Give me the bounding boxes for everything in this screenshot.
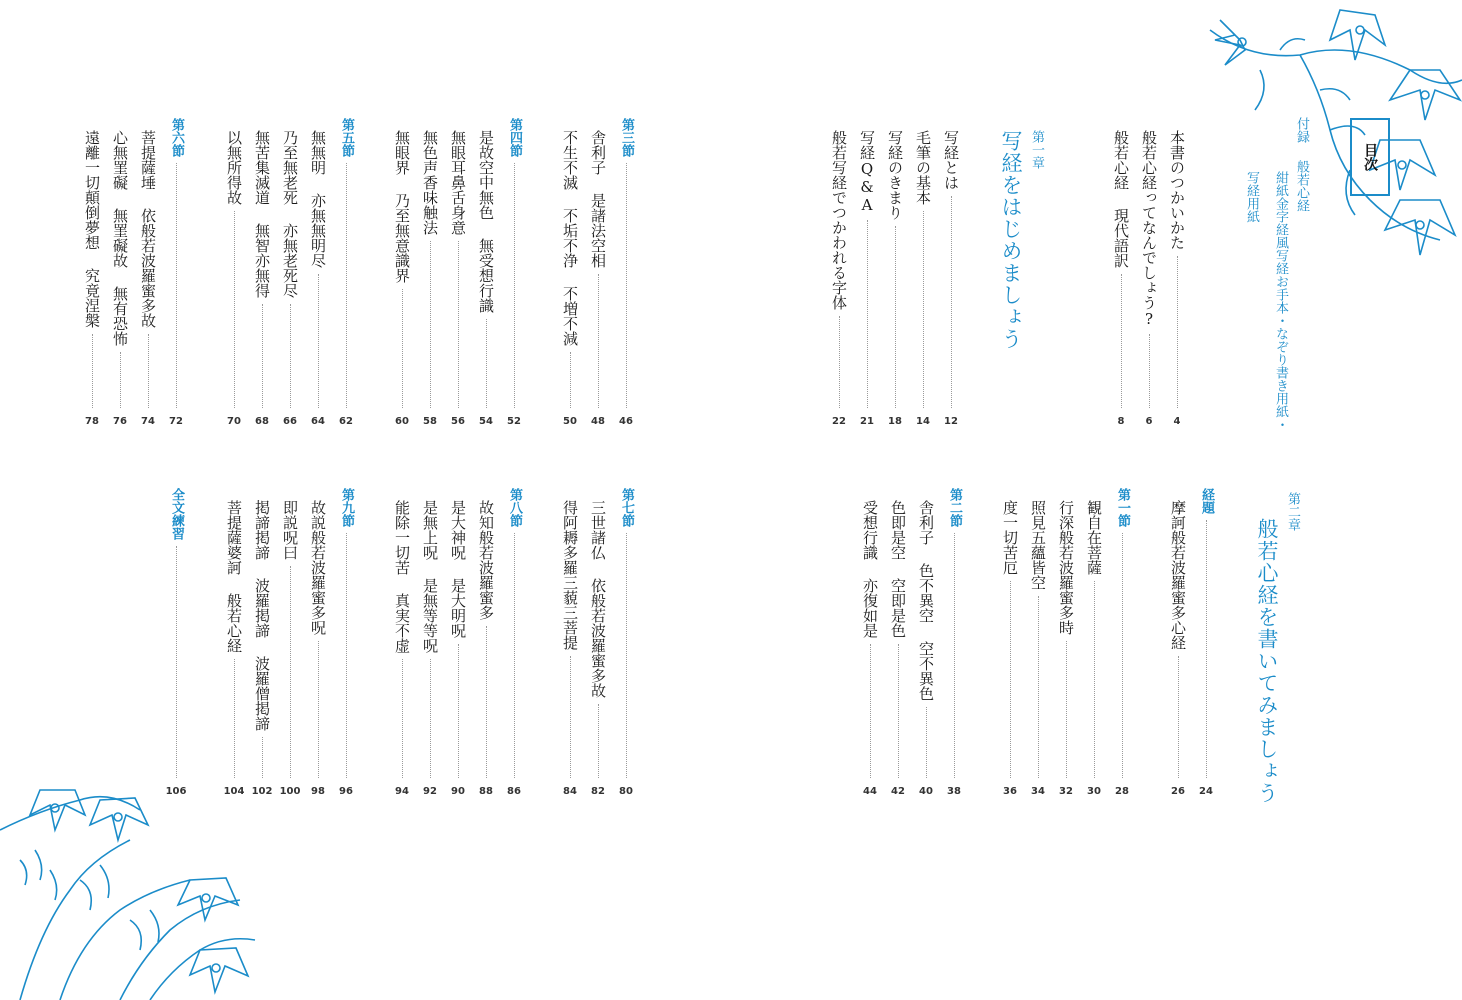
dot-leader [570,352,571,408]
dot-leader [290,304,291,408]
page-number: 102 [251,786,273,797]
dot-leader [430,659,431,778]
dot-leader [598,704,599,778]
section-item: 受想行識 亦復如是 [861,500,879,638]
section-item: 菩提薩埵 依般若波羅蜜多故 [139,130,157,328]
section-item: 無色声香味触法 [421,130,439,235]
page-number: 28 [1115,786,1129,797]
dot-leader [262,304,263,408]
page-number: 56 [451,416,465,427]
section-heading: 第五節 [339,118,354,157]
dot-leader [486,626,487,778]
dot-leader [514,533,515,778]
page-number: 64 [311,416,325,427]
dot-leader [870,644,871,778]
section-item: 舎利子 色不異空 空不異色 [917,500,935,701]
dot-leader [346,163,347,408]
dot-leader [867,220,868,408]
section-item: 観自在菩薩 [1085,500,1103,575]
section-item: 得阿耨多羅三藐三菩提 [561,500,579,650]
mokuji-title-box [1350,118,1390,196]
furoku-title: 般若心経 [1294,160,1309,212]
page-number: 88 [479,786,493,797]
page-number: 50 [563,416,577,427]
page-number: 42 [891,786,905,797]
page-number: 32 [1059,786,1073,797]
section-item: 是無上呪 是無等等呪 [421,500,439,653]
chapter1-label: 第一章 [1029,130,1044,169]
section-item: 照見五蘊皆空 [1029,500,1047,590]
page-number: 94 [395,786,409,797]
page-number: 66 [283,416,297,427]
page-number: 38 [947,786,961,797]
page-number: 96 [339,786,353,797]
dot-leader [1066,641,1067,778]
chapter2-title: 般若心経を書いてみましょう [1255,518,1279,804]
page-number: 30 [1087,786,1101,797]
page-number: 44 [863,786,877,797]
page-number: 80 [619,786,633,797]
furoku-line1: 紺紙金字経風写経お手本・なぞり書き用紙・ [1273,171,1288,431]
page-number: 68 [255,416,269,427]
page-number: 92 [423,786,437,797]
dot-leader [486,319,487,408]
section-heading: 第八節 [507,488,522,527]
mokuji-title: 目次 [1362,143,1378,171]
dot-leader [1149,334,1150,408]
dot-leader [290,566,291,778]
page-number: 24 [1199,786,1213,797]
dot-leader [1010,581,1011,778]
dot-leader [626,163,627,408]
page-number: 52 [507,416,521,427]
dot-leader [1038,596,1039,778]
dot-leader [402,659,403,778]
dot-leader [923,211,924,408]
dot-leader [1206,520,1207,778]
chapter1-item: 毛筆の基本 [914,130,932,205]
page-number: 82 [591,786,605,797]
dot-leader [895,226,896,408]
section-item: 心無罣礙 無罣礙故 無有恐怖 [111,130,129,346]
page-number: 12 [944,416,958,427]
dot-leader [1178,656,1179,778]
flower-top-right-illustration [1180,0,1462,280]
section-item: 無苦集滅道 無智亦無得 [253,130,271,298]
chapter1-item: 般若写経でつかわれる字体 [830,130,848,310]
dot-leader [626,533,627,778]
page-number: 78 [85,416,99,427]
section-heading: 第一節 [1115,488,1130,527]
section-item: 乃至無老死 亦無老死尽 [281,130,299,298]
chapter1-item: 写経Q&A [858,130,876,214]
page-number: 58 [423,416,437,427]
dot-leader [430,241,431,408]
section-item: 舎利子 是諸法空相 [589,130,607,268]
dot-leader [951,196,952,408]
page-number: 22 [832,416,846,427]
page-number: 54 [479,416,493,427]
page-number: 8 [1117,416,1125,427]
section-item: 即説呪曰 [281,500,299,560]
section-heading: 第二節 [947,488,962,527]
page-number: 18 [888,416,902,427]
page-number: 26 [1171,786,1185,797]
chapter2-label: 第二章 [1285,492,1300,531]
page-number: 86 [507,786,521,797]
page-number: 21 [860,416,874,427]
section-item: 三世諸仏 依般若波羅蜜多故 [589,500,607,698]
section-item: 摩訶般若波羅蜜多心経 [1169,500,1187,650]
section-item: 掲諦掲諦 波羅掲諦 波羅僧掲諦 [253,500,271,731]
section-item: 行深般若波羅蜜多時 [1057,500,1075,635]
furoku-line2: 写経用紙 [1244,171,1259,223]
page-number: 36 [1003,786,1017,797]
page-number: 90 [451,786,465,797]
page-number: 72 [169,416,183,427]
page-number: 48 [591,416,605,427]
dot-leader [898,644,899,778]
toc-intro-item: 本書のつかいかた [1168,130,1186,250]
section-item: 無眼界 乃至無意識界 [393,130,411,283]
toc-intro-item: 般若心経ってなんでしょう? [1140,130,1158,328]
page-number: 14 [916,416,930,427]
dot-leader [346,533,347,778]
page-number: 76 [113,416,127,427]
page-number: 104 [223,786,245,797]
section-item: 是故空中無色 無受想行識 [477,130,495,313]
section-item: 故知般若波羅蜜多 [477,500,495,620]
dot-leader [954,533,955,778]
page-number: 46 [619,416,633,427]
section-item: 能除一切苦 真実不虚 [393,500,411,653]
page-number: 70 [227,416,241,427]
page-number: 84 [563,786,577,797]
page-number: 34 [1031,786,1045,797]
section-item: 無眼耳鼻舌身意 [449,130,467,235]
page-number: 62 [339,416,353,427]
page-number: 4 [1173,416,1181,427]
page-number: 40 [919,786,933,797]
section-heading: 第六節 [169,118,184,157]
page-number: 106 [165,786,187,797]
section-item: 遠離一切顛倒夢想 究竟涅槃 [83,130,101,328]
page-number: 74 [141,416,155,427]
dot-leader [262,737,263,778]
dot-leader [1094,581,1095,778]
chapter1-item: 写経とは [942,130,960,190]
page-number: 98 [311,786,325,797]
section-heading: 第七節 [619,488,634,527]
dot-leader [1121,274,1122,408]
chapter1-title: 写経をはじめましょう [999,130,1023,350]
section-heading: 第九節 [339,488,354,527]
dot-leader [1177,256,1178,408]
dot-leader [570,656,571,778]
dot-leader [120,352,121,408]
section-item: 色即是空 空即是色 [889,500,907,638]
flower-bottom-left-illustration [0,770,260,1000]
dot-leader [318,274,319,408]
section-heading: 第三節 [619,118,634,157]
section-item: 是大神呪 是大明呪 [449,500,467,638]
dot-leader [598,274,599,408]
section-item: 不生不滅 不垢不浄 不増不減 [561,130,579,346]
dot-leader [402,289,403,408]
toc-intro-item: 般若心経 現代語訳 [1112,130,1130,268]
section-heading: 全文練習 [169,488,184,540]
dot-leader [234,659,235,778]
dot-leader [176,163,177,408]
section-item: 菩提薩婆訶 般若心経 [225,500,243,653]
section-heading: 経題 [1199,488,1214,514]
dot-leader [176,546,177,778]
dot-leader [458,241,459,408]
dot-leader [234,211,235,408]
page-number: 6 [1145,416,1153,427]
dot-leader [318,641,319,778]
section-item: 以無所得故 [225,130,243,205]
page-number: 100 [279,786,301,797]
dot-leader [92,334,93,408]
dot-leader [926,707,927,778]
dot-leader [458,644,459,778]
section-item: 度一切苦厄 [1001,500,1019,575]
dot-leader [1122,533,1123,778]
section-item: 故説般若波羅蜜多呪 [309,500,327,635]
page-number: 60 [395,416,409,427]
section-heading: 第四節 [507,118,522,157]
dot-leader [148,334,149,408]
dot-leader [514,163,515,408]
furoku-label: 付録 [1294,117,1309,143]
chapter1-item: 写経のきまり [886,130,904,220]
dot-leader [839,316,840,408]
section-item: 無無明 亦無無明尽 [309,130,327,268]
